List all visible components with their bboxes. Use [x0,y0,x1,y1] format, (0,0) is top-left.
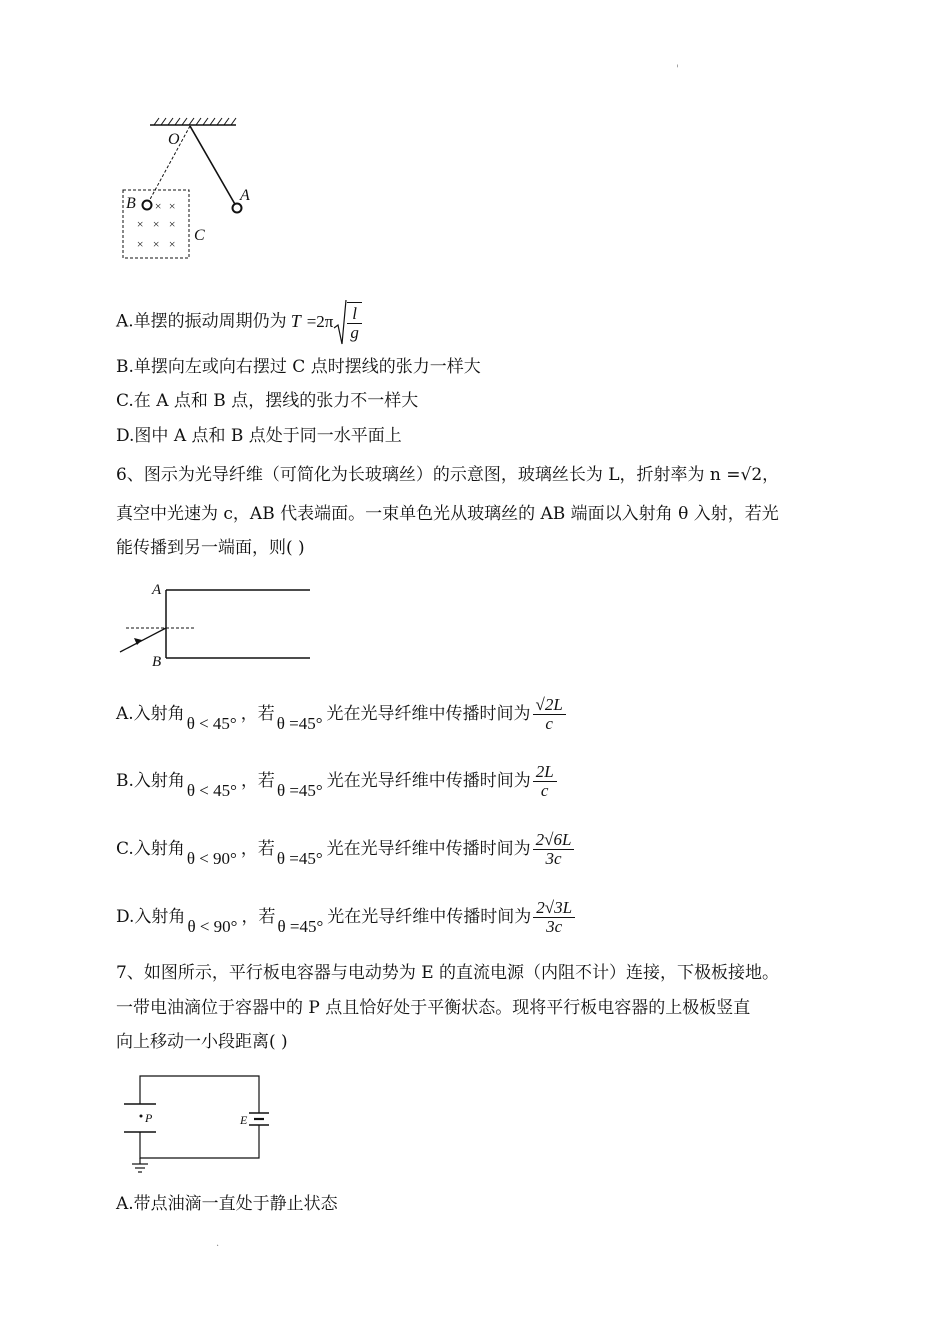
condition: θ =45° [276,714,323,733]
fiber-label-A: A [152,582,162,598]
condition: θ =45° [276,849,323,868]
q5-option-c: C.在 A 点和 B 点，摆线的张力不一样大 [116,391,419,411]
condition: θ < 90° [187,917,238,936]
condition: θ < 45° [186,714,237,733]
formula-eq: =2π [306,311,334,331]
q5-option-a [116,298,362,346]
q6-stem-line-2: 真空中光速为 c，AB 代表端面。一束单色光从玻璃丝的 AB 端面以入射角 θ 入射，若光 [116,504,779,524]
q6-option-b: B.入射角 θ < 45° ，若 θ =45° 光在光导纤维中传播时间为 $\frac{2L}{c}$ [116,759,557,803]
svg-text:×: × [152,217,161,231]
label-B: B [126,195,136,212]
svg-text:×: × [168,237,177,251]
q7-stem-line-1: 7、如图所示，平行板电容器与电动势为 E 的直流电源（内阻不计）连接，下极板接地。 [116,963,780,983]
formula-T: T [290,310,301,331]
capacitor-circuit-figure [116,1070,276,1176]
q7-stem-line-3: 向上移动一小段距离( ) [116,1032,288,1052]
q6-option-c: C.入射角 θ < 90° ，若 θ =45° 光在光导纤维中传播时间为 $\frac{2√6L}{3c}$ [116,827,574,871]
label-C: C [194,227,205,244]
label-O: O [168,131,180,148]
label-E: E [240,1113,248,1127]
label-P: P [145,1111,153,1125]
bottom-mark: . [216,1238,220,1249]
svg-text:×: × [136,217,145,231]
sqrt-formula: $\frac{l}{g}$ [333,298,362,346]
optical-fiber-figure [116,580,316,668]
svg-text:×: × [168,217,177,231]
svg-text:×: × [136,237,145,251]
svg-text:×: × [152,237,161,251]
q6-stem-line-3: 能传播到另一端面，则( ) [116,538,305,558]
fraction: $\frac{2L}{c}$ [533,763,557,800]
corner-mark: ' [676,64,679,75]
q5-option-a-text: A.单摆的振动周期仍为 [116,311,287,332]
fraction: $\frac{2√3L}{3c}$ [533,899,575,936]
q6-stem-line-1: 6、图示为光导纤维（可简化为长玻璃丝）的示意图，玻璃丝长为 L，折射率为 n =√2， [116,465,780,485]
sqrt-icon [333,298,347,346]
label-A: A [240,187,250,204]
fiber-label-B: B [152,654,162,668]
q6-option-d: D.入射角 θ < 90° ，若 θ =45° 光在光导纤维中传播时间为 $\frac{2√3L}{3c}$ [116,895,575,939]
fraction: $\frac{√2L}{c}$ [533,696,566,733]
q6-option-a: A.入射角 θ < 45° ，若 θ =45° 光在光导纤维中传播时间为 $\frac{√2L}{c}$ [116,692,566,736]
condition: θ =45° [276,781,323,800]
q7-option-a: A.带点油滴一直处于静止状态 [116,1194,338,1214]
pendulum-figure [116,112,256,264]
q5-option-b: B.单摆向左或向右摆过 C 点时摆线的张力一样大 [116,357,481,377]
q5-option-d: D.图中 A 点和 B 点处于同一水平面上 [116,426,402,446]
fraction: $\frac{2√6L}{3c}$ [533,831,575,868]
condition: θ < 45° [186,781,237,800]
condition: θ =45° [277,917,324,936]
svg-text:×: × [154,199,163,213]
q7-stem-line-2: 一带电油滴位于容器中的 P 点且恰好处于平衡状态。现将平行板电容器的上极板竖直 [116,998,751,1018]
svg-text:×: × [168,199,177,213]
condition: θ < 90° [186,849,237,868]
